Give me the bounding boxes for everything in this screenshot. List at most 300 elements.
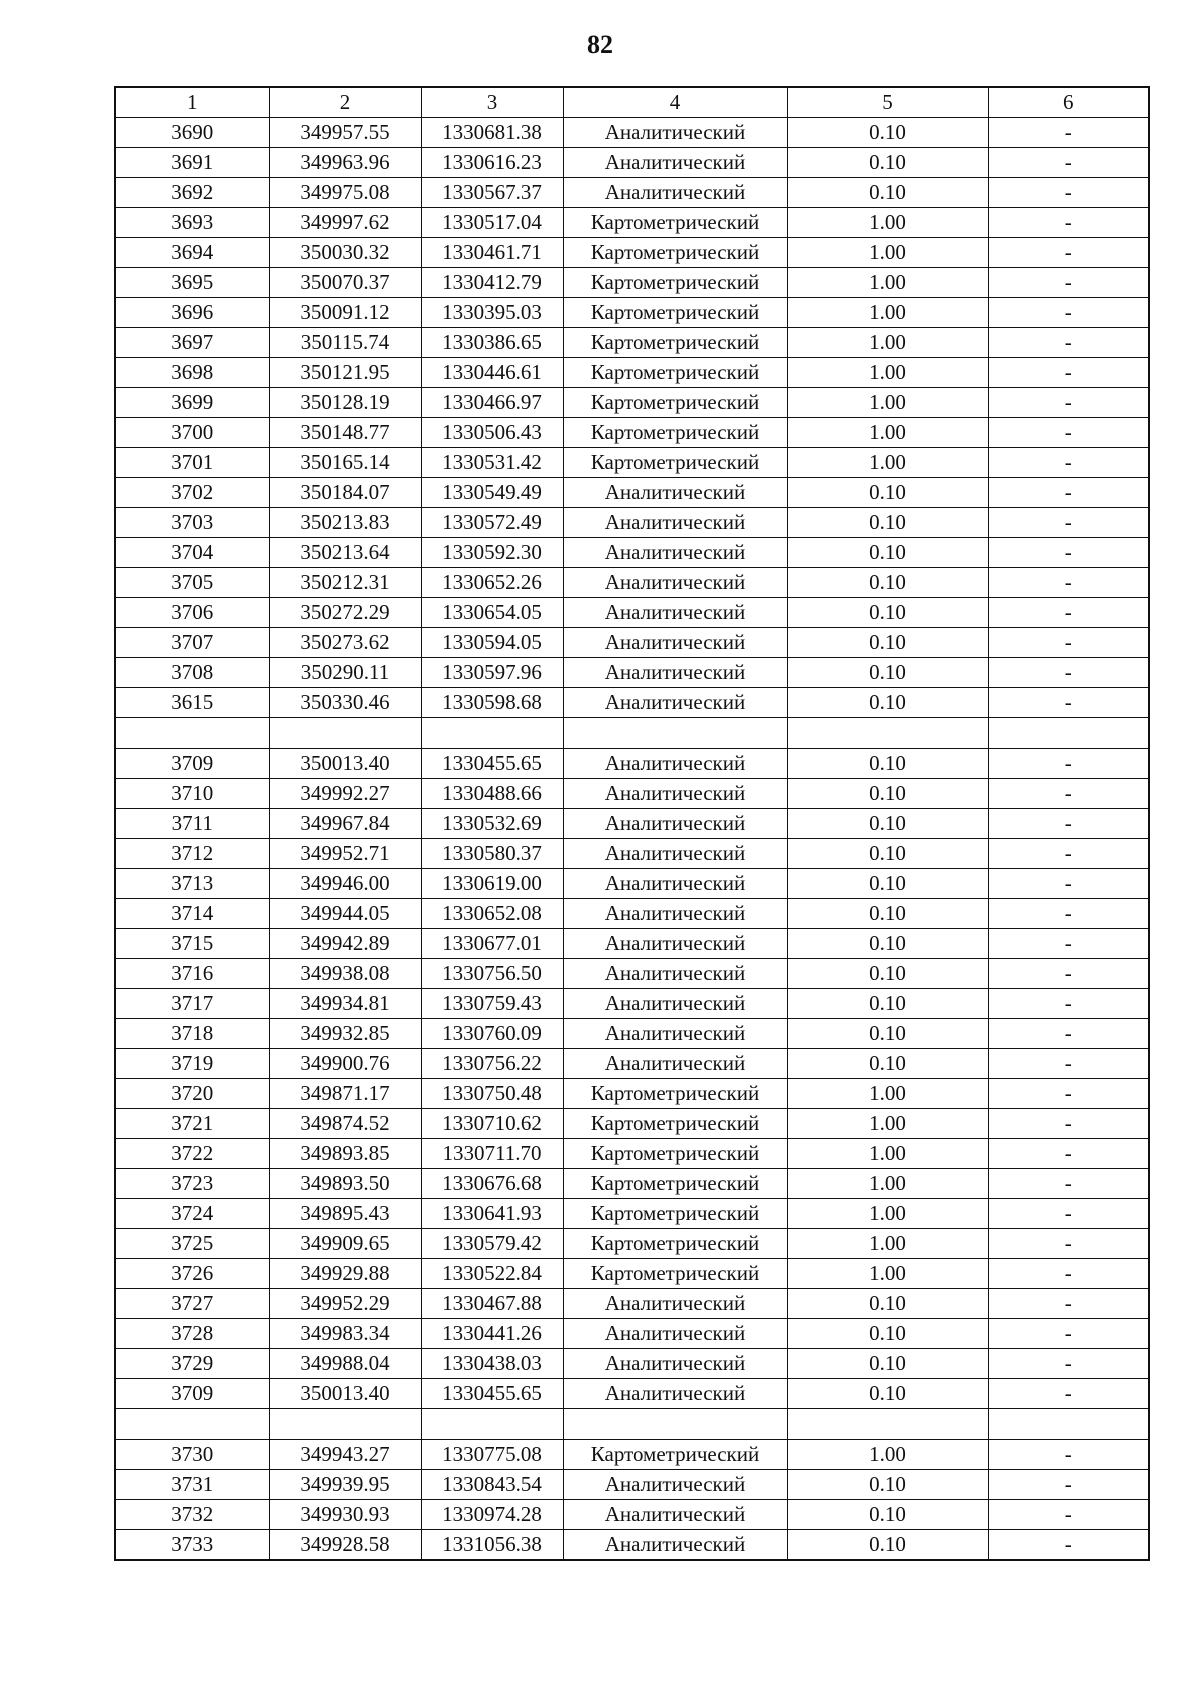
point-number-cell: 3699 (115, 388, 269, 418)
y-coordinate-cell: 1330619.00 (421, 869, 563, 899)
note-cell: - (988, 899, 1149, 929)
accuracy-cell: 0.10 (787, 779, 988, 809)
accuracy-cell: 1.00 (787, 1229, 988, 1259)
accuracy-cell: 0.10 (787, 749, 988, 779)
point-number-cell: 3694 (115, 238, 269, 268)
x-coordinate-cell: 350091.12 (269, 298, 421, 328)
method-cell: Картометрический (563, 388, 787, 418)
x-coordinate-cell: 349928.58 (269, 1530, 421, 1561)
note-cell: - (988, 1319, 1149, 1349)
y-coordinate-cell: 1330579.42 (421, 1229, 563, 1259)
point-number-cell: 3726 (115, 1259, 269, 1289)
method-cell: Аналитический (563, 749, 787, 779)
y-coordinate-cell: 1330652.26 (421, 568, 563, 598)
x-coordinate-cell: 349967.84 (269, 809, 421, 839)
empty-cell (421, 1409, 563, 1440)
method-cell: Аналитический (563, 478, 787, 508)
method-cell: Картометрический (563, 208, 787, 238)
x-coordinate-cell: 349939.95 (269, 1470, 421, 1500)
method-cell: Аналитический (563, 628, 787, 658)
method-cell: Аналитический (563, 959, 787, 989)
y-coordinate-cell: 1330395.03 (421, 298, 563, 328)
point-number-cell: 3733 (115, 1530, 269, 1561)
method-cell: Аналитический (563, 508, 787, 538)
x-coordinate-cell: 350165.14 (269, 448, 421, 478)
table-row (115, 1379, 1149, 1409)
x-coordinate-cell: 349983.34 (269, 1319, 421, 1349)
table-row (115, 1109, 1149, 1139)
y-coordinate-cell: 1330654.05 (421, 598, 563, 628)
note-cell: - (988, 388, 1149, 418)
method-cell: Картометрический (563, 1259, 787, 1289)
method-cell: Аналитический (563, 178, 787, 208)
y-coordinate-cell: 1330681.38 (421, 118, 563, 148)
point-number-cell: 3707 (115, 628, 269, 658)
y-coordinate-cell: 1330532.69 (421, 809, 563, 839)
note-cell: - (988, 538, 1149, 568)
y-coordinate-cell: 1330711.70 (421, 1139, 563, 1169)
point-number-cell: 3691 (115, 148, 269, 178)
x-coordinate-cell: 349952.71 (269, 839, 421, 869)
point-number-cell: 3711 (115, 809, 269, 839)
y-coordinate-cell: 1330572.49 (421, 508, 563, 538)
table-row (115, 1349, 1149, 1379)
y-coordinate-cell: 1330522.84 (421, 1259, 563, 1289)
table-row (115, 1470, 1149, 1500)
point-number-cell: 3708 (115, 658, 269, 688)
accuracy-cell: 0.10 (787, 809, 988, 839)
method-cell: Аналитический (563, 1530, 787, 1561)
y-coordinate-cell: 1330594.05 (421, 628, 563, 658)
table-row (115, 598, 1149, 628)
accuracy-cell: 1.00 (787, 358, 988, 388)
table-row (115, 929, 1149, 959)
accuracy-cell: 0.10 (787, 508, 988, 538)
accuracy-cell: 0.10 (787, 1289, 988, 1319)
y-coordinate-cell: 1330580.37 (421, 839, 563, 869)
x-coordinate-cell: 349930.93 (269, 1500, 421, 1530)
point-number-cell: 3693 (115, 208, 269, 238)
accuracy-cell: 0.10 (787, 658, 988, 688)
point-number-cell: 3724 (115, 1199, 269, 1229)
x-coordinate-cell: 350184.07 (269, 478, 421, 508)
accuracy-cell: 0.10 (787, 1019, 988, 1049)
accuracy-cell: 1.00 (787, 1199, 988, 1229)
x-coordinate-cell: 349943.27 (269, 1440, 421, 1470)
point-number-cell: 3732 (115, 1500, 269, 1530)
x-coordinate-cell: 350121.95 (269, 358, 421, 388)
y-coordinate-cell: 1330759.43 (421, 989, 563, 1019)
accuracy-cell: 0.10 (787, 929, 988, 959)
y-coordinate-cell: 1330592.30 (421, 538, 563, 568)
y-coordinate-cell: 1330466.97 (421, 388, 563, 418)
y-coordinate-cell: 1330517.04 (421, 208, 563, 238)
note-cell: - (988, 1019, 1149, 1049)
empty-cell (787, 1409, 988, 1440)
method-cell: Картометрический (563, 1440, 787, 1470)
point-number-cell: 3717 (115, 989, 269, 1019)
y-coordinate-cell: 1330455.65 (421, 1379, 563, 1409)
table-row (115, 148, 1149, 178)
empty-cell (988, 1409, 1149, 1440)
note-cell: - (988, 1199, 1149, 1229)
accuracy-cell: 1.00 (787, 1079, 988, 1109)
point-number-cell: 3709 (115, 1379, 269, 1409)
x-coordinate-cell: 350128.19 (269, 388, 421, 418)
empty-cell (269, 718, 421, 749)
y-coordinate-cell: 1330488.66 (421, 779, 563, 809)
table-row (115, 688, 1149, 718)
y-coordinate-cell: 1330710.62 (421, 1109, 563, 1139)
accuracy-cell: 0.10 (787, 869, 988, 899)
table-row (115, 298, 1149, 328)
accuracy-cell: 0.10 (787, 568, 988, 598)
method-cell: Картометрический (563, 238, 787, 268)
point-number-cell: 3615 (115, 688, 269, 718)
table-row (115, 478, 1149, 508)
note-cell: - (988, 448, 1149, 478)
note-cell: - (988, 1289, 1149, 1319)
method-cell: Аналитический (563, 1289, 787, 1319)
method-cell: Аналитический (563, 1019, 787, 1049)
accuracy-cell: 1.00 (787, 448, 988, 478)
accuracy-cell: 0.10 (787, 688, 988, 718)
x-coordinate-cell: 349963.96 (269, 148, 421, 178)
x-coordinate-cell: 350115.74 (269, 328, 421, 358)
point-number-cell: 3696 (115, 298, 269, 328)
table-row (115, 1079, 1149, 1109)
note-cell: - (988, 869, 1149, 899)
accuracy-cell: 1.00 (787, 388, 988, 418)
accuracy-cell: 0.10 (787, 899, 988, 929)
point-number-cell: 3701 (115, 448, 269, 478)
y-coordinate-cell: 1330677.01 (421, 929, 563, 959)
table-row (115, 118, 1149, 148)
point-number-cell: 3690 (115, 118, 269, 148)
x-coordinate-cell: 349957.55 (269, 118, 421, 148)
table-row (115, 809, 1149, 839)
table-row (115, 1440, 1149, 1470)
x-coordinate-cell: 349942.89 (269, 929, 421, 959)
y-coordinate-cell: 1330438.03 (421, 1349, 563, 1379)
note-cell: - (988, 208, 1149, 238)
method-cell: Аналитический (563, 1049, 787, 1079)
empty-cell (563, 718, 787, 749)
point-number-cell: 3710 (115, 779, 269, 809)
method-cell: Аналитический (563, 1319, 787, 1349)
x-coordinate-cell: 349988.04 (269, 1349, 421, 1379)
header-cell-2: 2 (269, 87, 421, 118)
accuracy-cell: 1.00 (787, 238, 988, 268)
x-coordinate-cell: 349900.76 (269, 1049, 421, 1079)
accuracy-cell: 0.10 (787, 1349, 988, 1379)
accuracy-cell: 0.10 (787, 598, 988, 628)
y-coordinate-cell: 1330531.42 (421, 448, 563, 478)
y-coordinate-cell: 1330676.68 (421, 1169, 563, 1199)
method-cell: Аналитический (563, 148, 787, 178)
point-number-cell: 3697 (115, 328, 269, 358)
accuracy-cell: 0.10 (787, 1379, 988, 1409)
x-coordinate-cell: 350030.32 (269, 238, 421, 268)
y-coordinate-cell: 1330756.50 (421, 959, 563, 989)
method-cell: Картометрический (563, 418, 787, 448)
y-coordinate-cell: 1330652.08 (421, 899, 563, 929)
point-number-cell: 3703 (115, 508, 269, 538)
method-cell: Картометрический (563, 358, 787, 388)
x-coordinate-cell: 349909.65 (269, 1229, 421, 1259)
y-coordinate-cell: 1330974.28 (421, 1500, 563, 1530)
method-cell: Аналитический (563, 899, 787, 929)
note-cell: - (988, 1440, 1149, 1470)
header-cell-5: 5 (787, 87, 988, 118)
point-number-cell: 3692 (115, 178, 269, 208)
accuracy-cell: 1.00 (787, 1139, 988, 1169)
table-row (115, 1049, 1149, 1079)
accuracy-cell: 0.10 (787, 989, 988, 1019)
y-coordinate-cell: 1330597.96 (421, 658, 563, 688)
x-coordinate-cell: 349893.50 (269, 1169, 421, 1199)
y-coordinate-cell: 1330598.68 (421, 688, 563, 718)
method-cell: Картометрический (563, 328, 787, 358)
note-cell: - (988, 178, 1149, 208)
accuracy-cell: 1.00 (787, 418, 988, 448)
note-cell: - (988, 1530, 1149, 1561)
y-coordinate-cell: 1330446.61 (421, 358, 563, 388)
x-coordinate-cell: 350212.31 (269, 568, 421, 598)
point-number-cell: 3730 (115, 1440, 269, 1470)
note-cell: - (988, 1349, 1149, 1379)
point-number-cell: 3728 (115, 1319, 269, 1349)
note-cell: - (988, 568, 1149, 598)
point-number-cell: 3698 (115, 358, 269, 388)
table-row (115, 508, 1149, 538)
header-cell-1: 1 (115, 87, 269, 118)
note-cell: - (988, 688, 1149, 718)
table-row (115, 658, 1149, 688)
empty-cell (988, 718, 1149, 749)
y-coordinate-cell: 1330756.22 (421, 1049, 563, 1079)
y-coordinate-cell: 1330455.65 (421, 749, 563, 779)
method-cell: Картометрический (563, 1229, 787, 1259)
y-coordinate-cell: 1330750.48 (421, 1079, 563, 1109)
accuracy-cell: 0.10 (787, 1500, 988, 1530)
point-number-cell: 3725 (115, 1229, 269, 1259)
note-cell: - (988, 268, 1149, 298)
note-cell: - (988, 1049, 1149, 1079)
method-cell: Картометрический (563, 1079, 787, 1109)
y-coordinate-cell: 1330412.79 (421, 268, 563, 298)
empty-cell (563, 1409, 787, 1440)
accuracy-cell: 0.10 (787, 538, 988, 568)
accuracy-cell: 0.10 (787, 1470, 988, 1500)
table-row (115, 538, 1149, 568)
table-row (115, 839, 1149, 869)
point-number-cell: 3706 (115, 598, 269, 628)
x-coordinate-cell: 349975.08 (269, 178, 421, 208)
accuracy-cell: 0.10 (787, 148, 988, 178)
header-cell-6: 6 (988, 87, 1149, 118)
note-cell: - (988, 508, 1149, 538)
x-coordinate-cell: 350213.83 (269, 508, 421, 538)
x-coordinate-cell: 349934.81 (269, 989, 421, 1019)
table-row (115, 899, 1149, 929)
point-number-cell: 3700 (115, 418, 269, 448)
note-cell: - (988, 839, 1149, 869)
table-row (115, 268, 1149, 298)
accuracy-cell: 1.00 (787, 208, 988, 238)
method-cell: Картометрический (563, 268, 787, 298)
y-coordinate-cell: 1330775.08 (421, 1440, 563, 1470)
point-number-cell: 3719 (115, 1049, 269, 1079)
point-number-cell: 3712 (115, 839, 269, 869)
header-cell-3: 3 (421, 87, 563, 118)
method-cell: Аналитический (563, 839, 787, 869)
y-coordinate-cell: 1330567.37 (421, 178, 563, 208)
method-cell: Аналитический (563, 1500, 787, 1530)
coordinates-table (114, 86, 1150, 1561)
x-coordinate-cell: 349944.05 (269, 899, 421, 929)
note-cell: - (988, 1109, 1149, 1139)
table-row (115, 238, 1149, 268)
note-cell: - (988, 749, 1149, 779)
note-cell: - (988, 148, 1149, 178)
method-cell: Аналитический (563, 989, 787, 1019)
table-row (115, 1259, 1149, 1289)
x-coordinate-cell: 349997.62 (269, 208, 421, 238)
method-cell: Аналитический (563, 1379, 787, 1409)
point-number-cell: 3731 (115, 1470, 269, 1500)
table-row (115, 388, 1149, 418)
method-cell: Аналитический (563, 1349, 787, 1379)
note-cell: - (988, 1379, 1149, 1409)
table-row (115, 1229, 1149, 1259)
accuracy-cell: 0.10 (787, 1530, 988, 1561)
note-cell: - (988, 1169, 1149, 1199)
x-coordinate-cell: 349952.29 (269, 1289, 421, 1319)
method-cell: Аналитический (563, 688, 787, 718)
x-coordinate-cell: 350330.46 (269, 688, 421, 718)
table-row (115, 328, 1149, 358)
x-coordinate-cell: 349871.17 (269, 1079, 421, 1109)
point-number-cell: 3722 (115, 1139, 269, 1169)
accuracy-cell: 0.10 (787, 1319, 988, 1349)
note-cell: - (988, 1500, 1149, 1530)
accuracy-cell: 0.10 (787, 628, 988, 658)
note-cell: - (988, 328, 1149, 358)
method-cell: Аналитический (563, 1470, 787, 1500)
empty-cell (787, 718, 988, 749)
point-number-cell: 3695 (115, 268, 269, 298)
table-row (115, 1169, 1149, 1199)
method-cell: Аналитический (563, 658, 787, 688)
empty-cell (115, 1409, 269, 1440)
accuracy-cell: 1.00 (787, 1259, 988, 1289)
table-row (115, 568, 1149, 598)
table-row (115, 989, 1149, 1019)
accuracy-cell: 0.10 (787, 839, 988, 869)
y-coordinate-cell: 1331056.38 (421, 1530, 563, 1561)
table-row (115, 628, 1149, 658)
accuracy-cell: 1.00 (787, 298, 988, 328)
table-row (115, 208, 1149, 238)
table-row (115, 869, 1149, 899)
method-cell: Аналитический (563, 538, 787, 568)
note-cell: - (988, 118, 1149, 148)
note-cell: - (988, 1470, 1149, 1500)
page-number: 82 (587, 30, 613, 59)
empty-cell (421, 718, 563, 749)
method-cell: Аналитический (563, 929, 787, 959)
note-cell: - (988, 658, 1149, 688)
x-coordinate-cell: 349932.85 (269, 1019, 421, 1049)
point-number-cell: 3713 (115, 869, 269, 899)
note-cell: - (988, 598, 1149, 628)
x-coordinate-cell: 350013.40 (269, 749, 421, 779)
table-row (115, 1500, 1149, 1530)
point-number-cell: 3723 (115, 1169, 269, 1199)
y-coordinate-cell: 1330843.54 (421, 1470, 563, 1500)
accuracy-cell: 1.00 (787, 268, 988, 298)
group-separator-row (115, 718, 1149, 749)
point-number-cell: 3709 (115, 749, 269, 779)
x-coordinate-cell: 350273.62 (269, 628, 421, 658)
point-number-cell: 3720 (115, 1079, 269, 1109)
accuracy-cell: 0.10 (787, 478, 988, 508)
method-cell: Аналитический (563, 809, 787, 839)
method-cell: Картометрический (563, 298, 787, 328)
y-coordinate-cell: 1330461.71 (421, 238, 563, 268)
method-cell: Картометрический (563, 1199, 787, 1229)
method-cell: Картометрический (563, 1109, 787, 1139)
x-coordinate-cell: 350213.64 (269, 538, 421, 568)
empty-cell (115, 718, 269, 749)
x-coordinate-cell: 349895.43 (269, 1199, 421, 1229)
note-cell: - (988, 358, 1149, 388)
method-cell: Аналитический (563, 118, 787, 148)
point-number-cell: 3715 (115, 929, 269, 959)
table-row (115, 1199, 1149, 1229)
accuracy-cell: 0.10 (787, 959, 988, 989)
table-row (115, 749, 1149, 779)
x-coordinate-cell: 350148.77 (269, 418, 421, 448)
table-row (115, 779, 1149, 809)
table-row (115, 418, 1149, 448)
note-cell: - (988, 1079, 1149, 1109)
point-number-cell: 3727 (115, 1289, 269, 1319)
table-body (115, 118, 1149, 1561)
table-row (115, 1139, 1149, 1169)
x-coordinate-cell: 349946.00 (269, 869, 421, 899)
method-cell: Аналитический (563, 598, 787, 628)
y-coordinate-cell: 1330467.88 (421, 1289, 563, 1319)
x-coordinate-cell: 349929.88 (269, 1259, 421, 1289)
note-cell: - (988, 418, 1149, 448)
method-cell: Картометрический (563, 1169, 787, 1199)
method-cell: Картометрический (563, 1139, 787, 1169)
y-coordinate-cell: 1330616.23 (421, 148, 563, 178)
note-cell: - (988, 628, 1149, 658)
method-cell: Аналитический (563, 869, 787, 899)
point-number-cell: 3705 (115, 568, 269, 598)
point-number-cell: 3718 (115, 1019, 269, 1049)
point-number-cell: 3704 (115, 538, 269, 568)
accuracy-cell: 1.00 (787, 328, 988, 358)
group-separator-row (115, 1409, 1149, 1440)
table-row (115, 448, 1149, 478)
accuracy-cell: 1.00 (787, 1440, 988, 1470)
note-cell: - (988, 989, 1149, 1019)
y-coordinate-cell: 1330549.49 (421, 478, 563, 508)
